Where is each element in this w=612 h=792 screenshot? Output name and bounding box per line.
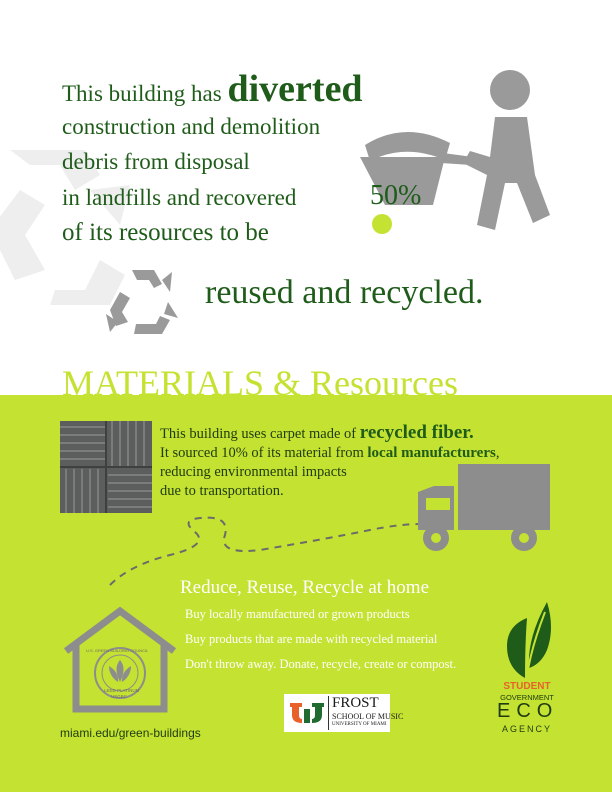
truck-icon [414,462,554,558]
carpet-emphasis-1: recycled fiber. [359,422,474,443]
section-title: MATERIALS & Resources [62,363,458,403]
percent-label: 50% [370,180,422,211]
headline-line-4: in landfills and recovered [62,185,297,210]
carpet-line-3: reducing environmental impacts [160,464,347,480]
home-tip-3: Don't throw away. Donate, recycle, create or compost. [185,657,457,671]
frost-university: UNIVERSITY OF MIAMI [332,722,387,727]
u-mark-icon [288,701,326,725]
home-tips-title: Reduce, Reuse, Recycle at home [180,577,430,598]
leed-level-text: LEED PLATINUM [104,688,140,693]
frost-name: FROST [332,695,379,711]
headline-line-2: construction and demolition [62,114,321,139]
eco-line-2: GOVERNMENT [500,693,554,702]
frost-logo [284,694,404,732]
home-tip-2: Buy products that are made with recycled material [185,632,438,646]
carpet-line-1: This building uses carpet made of recycled fiber. [160,422,474,443]
headline-line-1: This building has diverted [62,68,363,110]
headline-emphasis: diverted [227,68,363,110]
wheel-dot-icon [370,212,394,236]
home-tip-1: Buy locally manufactured or grown products [185,607,410,621]
eco-line-3: ECO [497,700,559,722]
eco-line-4: AGENCY [501,724,552,734]
carpet-line-2: It sourced 10% of its material from local manufacturers, [160,445,500,461]
frost-school: SCHOOL OF MUSIC [332,712,404,721]
frost-divider [328,696,329,730]
leed-org-text: USGBC [111,694,128,699]
carpet-emphasis-2: local manufacturers [367,445,496,461]
eco-line-1: STUDENT [503,681,551,692]
headline-line-5: of its resources to be [62,219,269,246]
carpet-line-4: due to transportation. [160,483,284,499]
website-link[interactable]: miami.edu/green-buildings [60,726,201,740]
carpet-tile-image [60,421,152,513]
headline-line-3: debris from disposal [62,149,250,174]
recycle-icon [104,262,184,342]
leed-council-text: U.S. GREEN BUILDING COUNCIL [86,648,149,653]
headline-line-6: reused and recycled. [205,274,484,311]
eco-leaf-icon [497,598,557,680]
